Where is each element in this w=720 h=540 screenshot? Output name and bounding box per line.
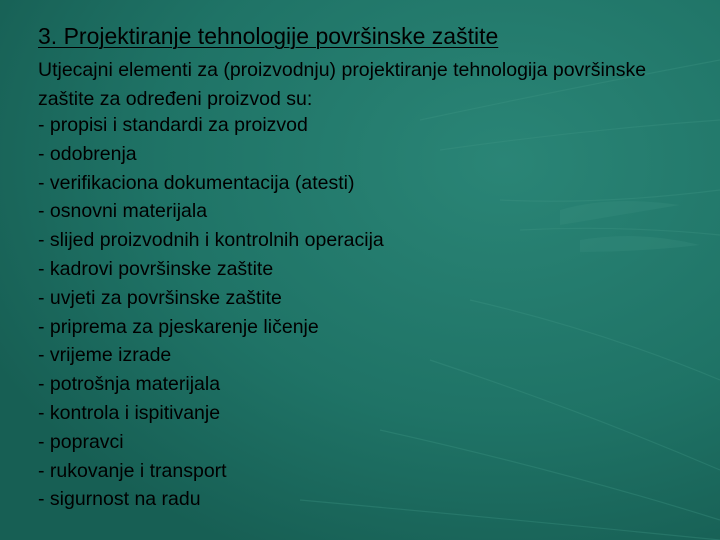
list-item: - uvjeti za površinske zaštite: [38, 286, 282, 309]
list-item: - rukovanje i transport: [38, 459, 227, 482]
list-item: - potrošnja materijala: [38, 373, 221, 396]
list-item: - verifikaciona dokumentacija (atesti): [38, 171, 355, 194]
list-item: - kadrovi površinske zaštite: [38, 257, 274, 280]
list-item: - propisi i standardi za proizvod: [38, 114, 308, 136]
list-item: - priprema za pjeskarenje ličenje: [38, 315, 319, 338]
list-item: - slijed proizvodnih i kontrolnih operacija: [38, 229, 384, 252]
slide-title: 3. Projektiranje tehnologije površinske zaštite: [38, 23, 499, 49]
list-item: - odobrenja: [38, 142, 137, 165]
list-item: - popravci: [38, 430, 124, 453]
element-list: [38, 111, 384, 514]
list-item: - kontrola i ispitivanje: [38, 401, 221, 424]
list-item: - sigurnost na radu: [38, 488, 201, 511]
list-item: - osnovni materijala: [38, 200, 208, 223]
intro-paragraph: Utjecajni elementi za (proizvodnju) projektiranje tehnologija površinske zaštite za određeni proizvod su:: [38, 59, 647, 110]
list-item: - vrijeme izrade: [38, 344, 172, 367]
